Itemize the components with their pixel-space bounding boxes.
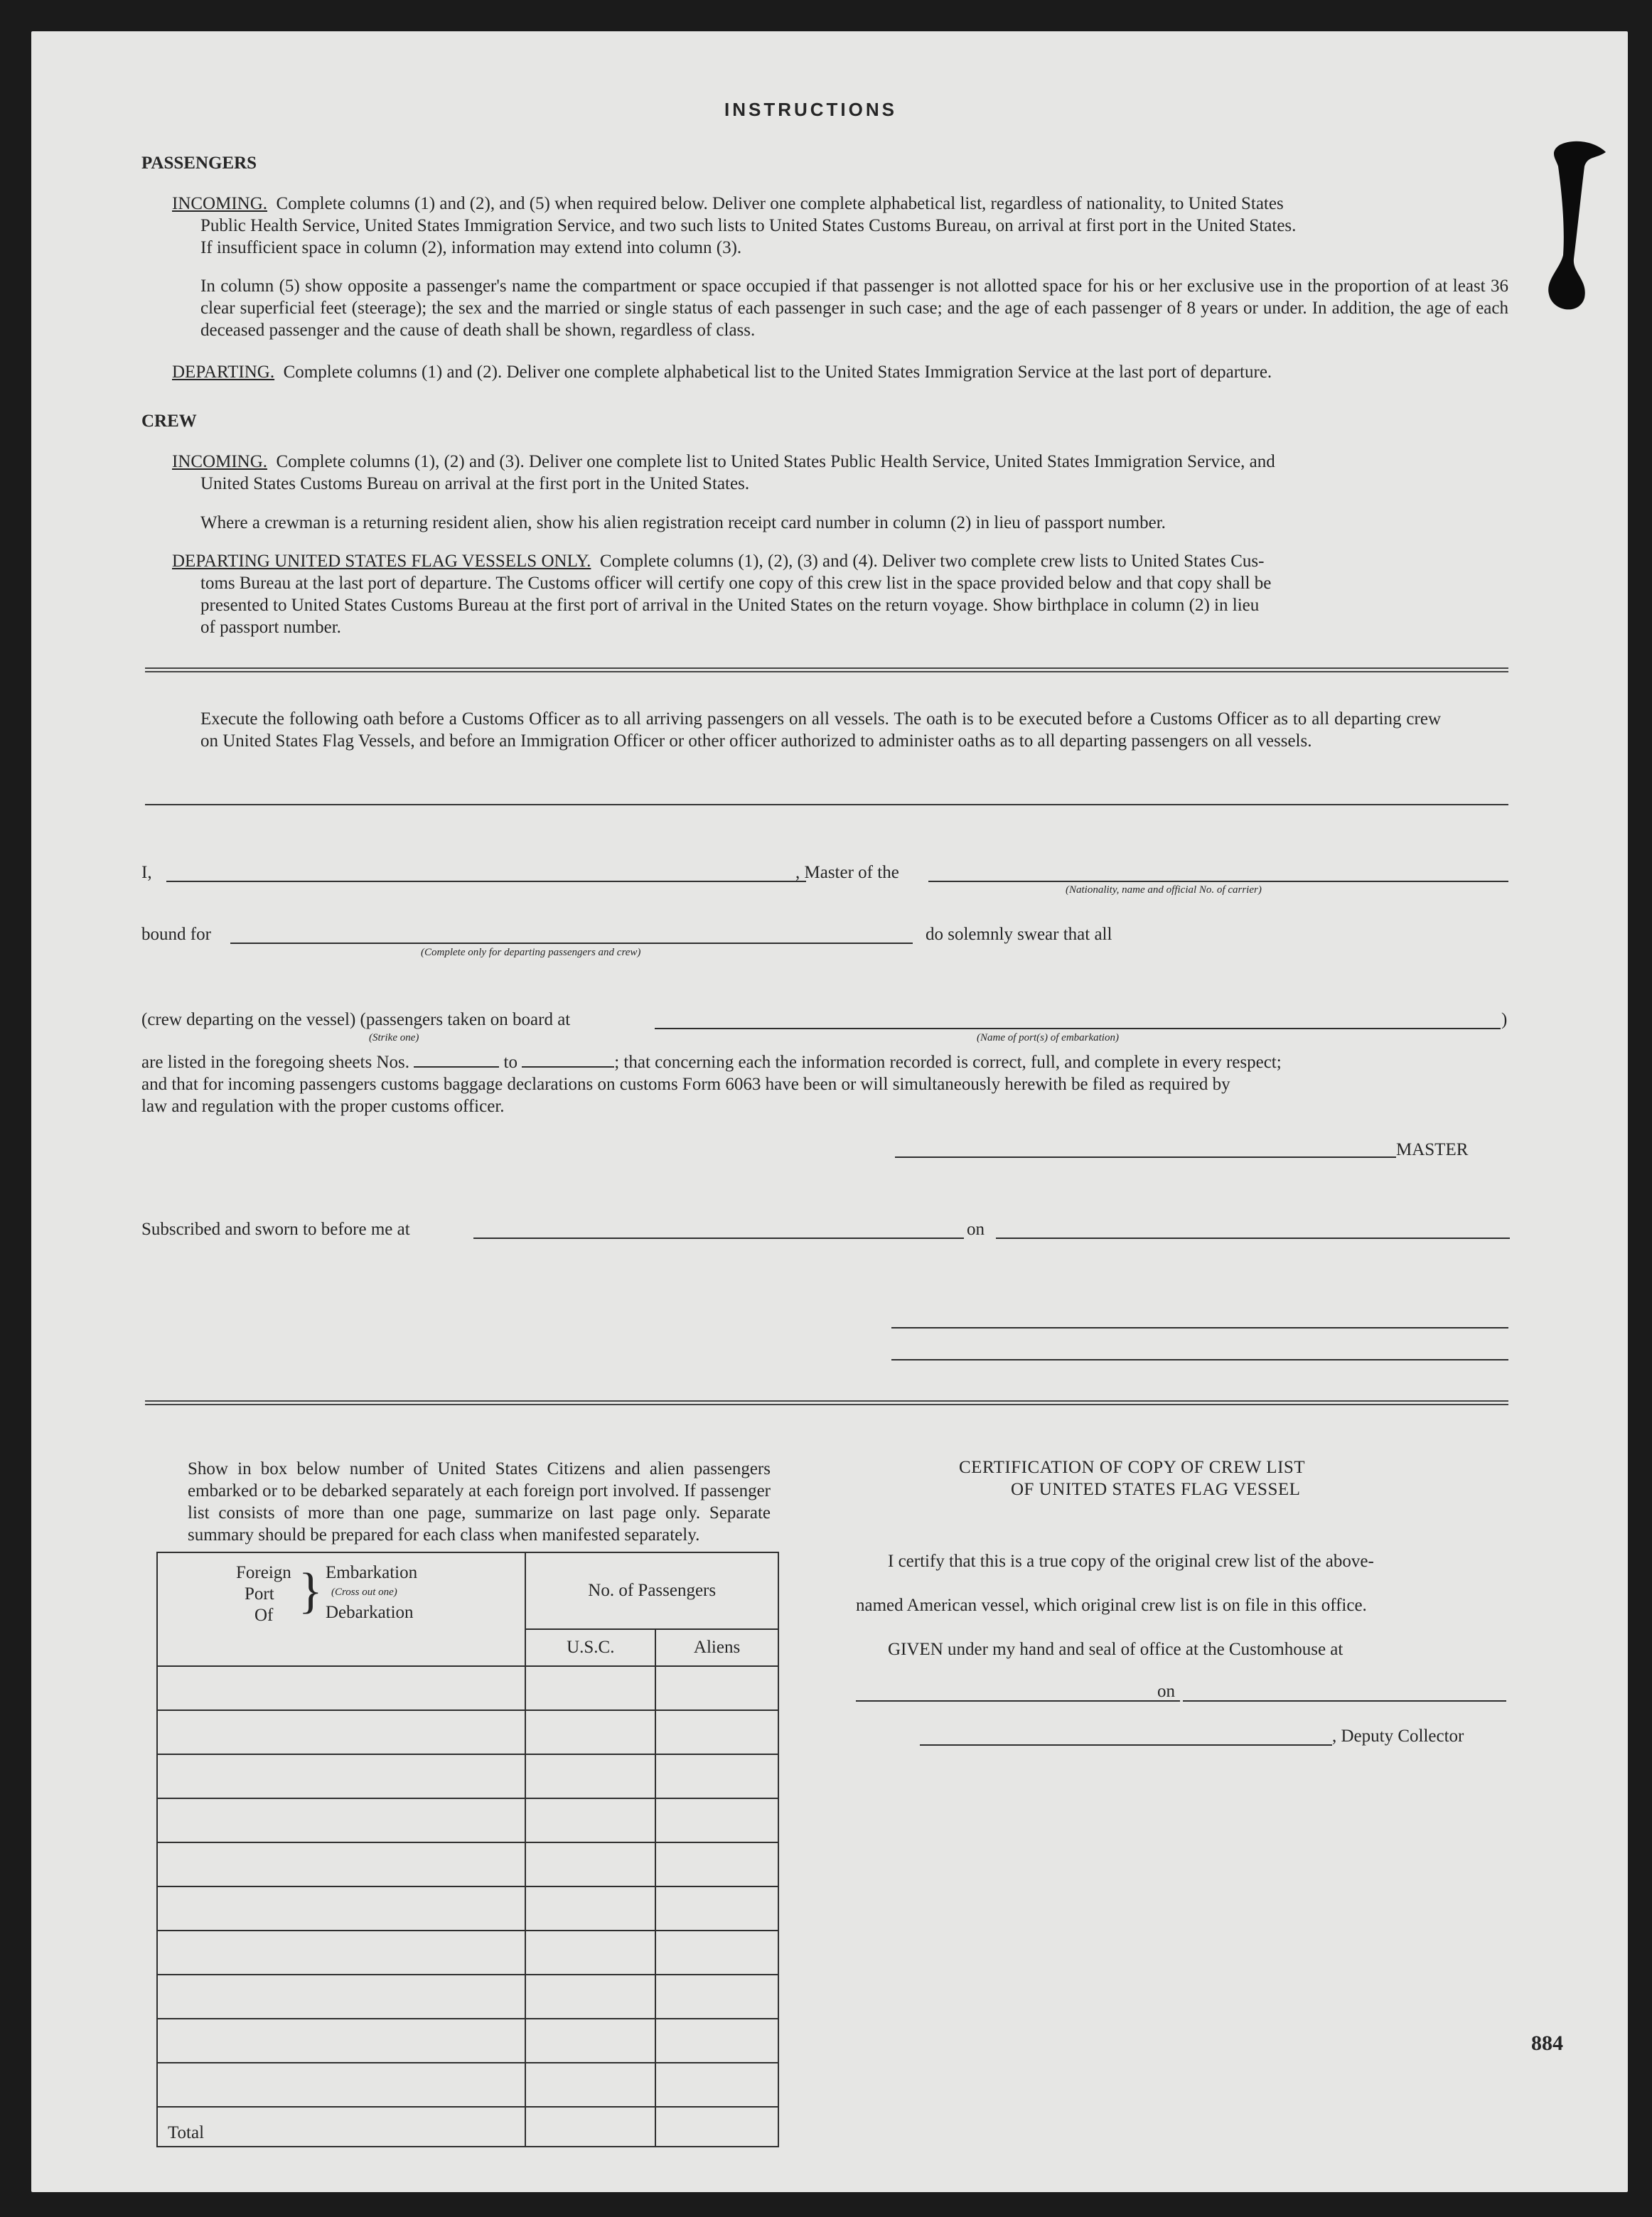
name-field-line[interactable] bbox=[166, 881, 806, 882]
sheets-line-1 bbox=[141, 1051, 1282, 1073]
embarkation-port-field-line[interactable] bbox=[655, 1028, 1501, 1029]
crew-passengers-text: (crew departing on the vessel) (passengers taken on board at bbox=[141, 1010, 571, 1029]
aliens-header-cell: Aliens bbox=[655, 1629, 778, 1666]
certification-date-line[interactable] bbox=[1183, 1700, 1506, 1702]
table-row bbox=[157, 1842, 778, 1886]
sheet-to-field[interactable] bbox=[522, 1066, 614, 1068]
crew-incoming-line-1 bbox=[172, 451, 1275, 473]
subscribed-place-line[interactable] bbox=[473, 1238, 964, 1239]
vessel-field-line[interactable] bbox=[928, 881, 1508, 882]
page-heading: INSTRUCTIONS bbox=[724, 99, 897, 120]
total-usc-cell[interactable] bbox=[525, 2107, 655, 2147]
ink-stain bbox=[1545, 138, 1609, 323]
deputy-collector-label: , Deputy Collector bbox=[1332, 1727, 1464, 1746]
header-port: Port bbox=[245, 1584, 274, 1604]
table-row bbox=[157, 1754, 778, 1798]
master-signature-line[interactable] bbox=[895, 1156, 1396, 1158]
subscribed-on-label: on bbox=[967, 1220, 985, 1239]
oath-divider bbox=[145, 804, 1508, 805]
sheets-to-label: to bbox=[503, 1053, 517, 1072]
total-label: Total bbox=[157, 2107, 525, 2147]
officer-signature-line-2[interactable] bbox=[891, 1359, 1508, 1360]
passenger-summary-table bbox=[156, 1552, 779, 2147]
table-row bbox=[157, 1975, 778, 2019]
crew-departing-line-1 bbox=[172, 550, 1264, 572]
header-cross-out: (Cross out one) bbox=[331, 1587, 397, 1598]
page-number: 884 bbox=[1531, 2031, 1563, 2055]
header-debarkation: Debarkation bbox=[326, 1603, 414, 1622]
certification-text-2: named American vessel, which original crew list is on file in this office. bbox=[856, 1596, 1367, 1615]
passengers-incoming-line-2: Public Health Service, United States Immigration Service, and two such lists to United States Customs Bureau, on arrival at first port in the United States. bbox=[200, 216, 1297, 235]
header-foreign: Foreign bbox=[236, 1563, 291, 1582]
oath-intro: Execute the following oath before a Customs Officer as to all arriving passengers on all vessels. The oath is to be executed before a Customs Officer as to all departing crew on United States Flag Vessels, and before an Immigration Officer or other officer authorized to administer oaths as to all departing passengers on all vessels. bbox=[200, 709, 1441, 751]
table-row bbox=[157, 1710, 778, 1754]
subscribed-date-line[interactable] bbox=[996, 1238, 1510, 1239]
table-row bbox=[157, 2019, 778, 2063]
passengers-column5-text: In column (5) show opposite a passenger's name the compartment or space occupied if that passenger is not allotted space for his or her exclusive use in the proportion of at least 36 clear superficial feet (steerage); the sex and the married or single status of each passenger in such case; and the age of each passenger of 8 years or under. In addition, the age of each deceased passenger and the cause of death shall be shown, regardless of class. bbox=[200, 277, 1508, 340]
customhouse-field-line[interactable] bbox=[856, 1700, 1180, 1702]
passengers-incoming-line-1 bbox=[172, 193, 1284, 215]
table-row bbox=[157, 2063, 778, 2107]
crew-incoming-label: INCOMING. bbox=[172, 452, 268, 471]
deputy-signature-line[interactable] bbox=[920, 1744, 1332, 1746]
passengers-departing-text: Complete columns (1) and (2). Deliver one complete alphabetical list to the United States Immigration Service at the last port of departure. bbox=[283, 363, 1272, 382]
certification-on-label: on bbox=[1157, 1682, 1175, 1701]
master-of-label: , Master of the bbox=[795, 863, 899, 882]
passengers-title: PASSENGERS bbox=[141, 154, 257, 173]
crew-departing-line-3: presented to United States Customs Bureau at the first port of arrival in the United States on the return voyage. Show birthplace in column (2) in lieu bbox=[200, 596, 1260, 615]
total-aliens-cell[interactable] bbox=[655, 2107, 778, 2147]
vessel-field-hint: (Nationality, name and official No. of carrier) bbox=[1066, 884, 1262, 896]
crew-departing-label: DEPARTING UNITED STATES FLAG VESSELS ONLY. bbox=[172, 552, 591, 571]
summary-intro: Show in box below number of United States Citizens and alien passengers embarked or to be debarked separately at each foreign port involved. If passenger list consists of more than one page, summarize on last page only. Separate summary should be prepared for each class when manifested separately. bbox=[188, 1459, 771, 1545]
crew-resident-text: Where a crewman is a returning resident alien, show his alien registration receipt card number in column (2) in lieu of passport number. bbox=[200, 513, 1166, 532]
crew-incoming-line-2: United States Customs Bureau on arrival at the first port in the United States. bbox=[200, 474, 750, 493]
strike-one-hint: (Strike one) bbox=[369, 1032, 419, 1043]
certification-title-1: CERTIFICATION OF COPY OF CREW LIST bbox=[959, 1458, 1306, 1477]
header-embarkation: Embarkation bbox=[326, 1563, 418, 1582]
passengers-departing-label: DEPARTING. bbox=[172, 363, 275, 382]
bound-for-field-line[interactable] bbox=[230, 943, 913, 944]
table-row bbox=[157, 1666, 778, 1710]
sheets-label: are listed in the foregoing sheets Nos. bbox=[141, 1053, 409, 1072]
usc-header-cell: U.S.C. bbox=[525, 1629, 655, 1666]
lower-divider bbox=[145, 1400, 1508, 1405]
crew-title: CREW bbox=[141, 412, 197, 431]
total-row bbox=[157, 2107, 778, 2147]
bound-for-label: bound for bbox=[141, 925, 211, 944]
officer-signature-line-1[interactable] bbox=[891, 1327, 1508, 1328]
crew-incoming-text-1: Complete columns (1), (2) and (3). Deliver one complete list to United States Public Health Service, United States Immigration Service, and bbox=[276, 452, 1275, 471]
sheet-from-field[interactable] bbox=[414, 1066, 499, 1068]
crew-departing-line-4: of passport number. bbox=[200, 618, 341, 637]
brace-icon: } bbox=[299, 1564, 323, 1619]
close-paren: ) bbox=[1501, 1010, 1508, 1029]
table-row bbox=[157, 1886, 778, 1931]
passengers-departing-line bbox=[172, 361, 1272, 383]
crew-departing-line-2: toms Bureau at the last port of departure. The Customs officer will certify one copy of this crew list in the space provided below and that copy shall be bbox=[200, 574, 1272, 593]
embarkation-port-hint: (Name of port(s) of embarkation) bbox=[977, 1032, 1119, 1043]
port-header-cell bbox=[157, 1552, 525, 1666]
sheets-line-3: and that for incoming passengers customs baggage declarations on customs Form 6063 have been or will simultaneously herewith be filed as required by bbox=[141, 1075, 1230, 1094]
oath-i-label: I, bbox=[141, 863, 152, 882]
certification-text-1: I certify that this is a true copy of the original crew list of the above- bbox=[888, 1552, 1374, 1571]
section-divider bbox=[145, 667, 1508, 672]
swear-text: do solemnly swear that all bbox=[926, 925, 1112, 944]
document-page bbox=[31, 31, 1628, 2192]
certification-title-2: OF UNITED STATES FLAG VESSEL bbox=[1011, 1480, 1301, 1499]
bound-for-hint: (Complete only for departing passengers and crew) bbox=[421, 947, 641, 958]
crew-departing-text-1: Complete columns (1), (2), (3) and (4). Deliver two complete crew lists to United States Cus- bbox=[599, 552, 1265, 571]
certification-text-3: GIVEN under my hand and seal of office at the Customhouse at bbox=[888, 1640, 1343, 1659]
master-label: MASTER bbox=[1396, 1140, 1469, 1159]
sheets-text-2: ; that concerning each the information recorded is correct, full, and complete in every respect; bbox=[614, 1053, 1282, 1072]
passengers-header-cell: No. of Passengers bbox=[525, 1552, 778, 1629]
table-row bbox=[157, 1798, 778, 1842]
table-row bbox=[157, 1931, 778, 1975]
header-of: Of bbox=[254, 1606, 274, 1625]
subscribed-text: Subscribed and sworn to before me at bbox=[141, 1220, 410, 1239]
passengers-incoming-label: INCOMING. bbox=[172, 194, 268, 213]
sheets-line-4: law and regulation with the proper customs officer. bbox=[141, 1097, 505, 1116]
passengers-incoming-text-1: Complete columns (1) and (2), and (5) when required below. Deliver one complete alphabetical list, regardless of nationality, to United States bbox=[276, 194, 1284, 213]
passengers-incoming-line-3: If insufficient space in column (2), information may extend into column (3). bbox=[200, 238, 742, 257]
